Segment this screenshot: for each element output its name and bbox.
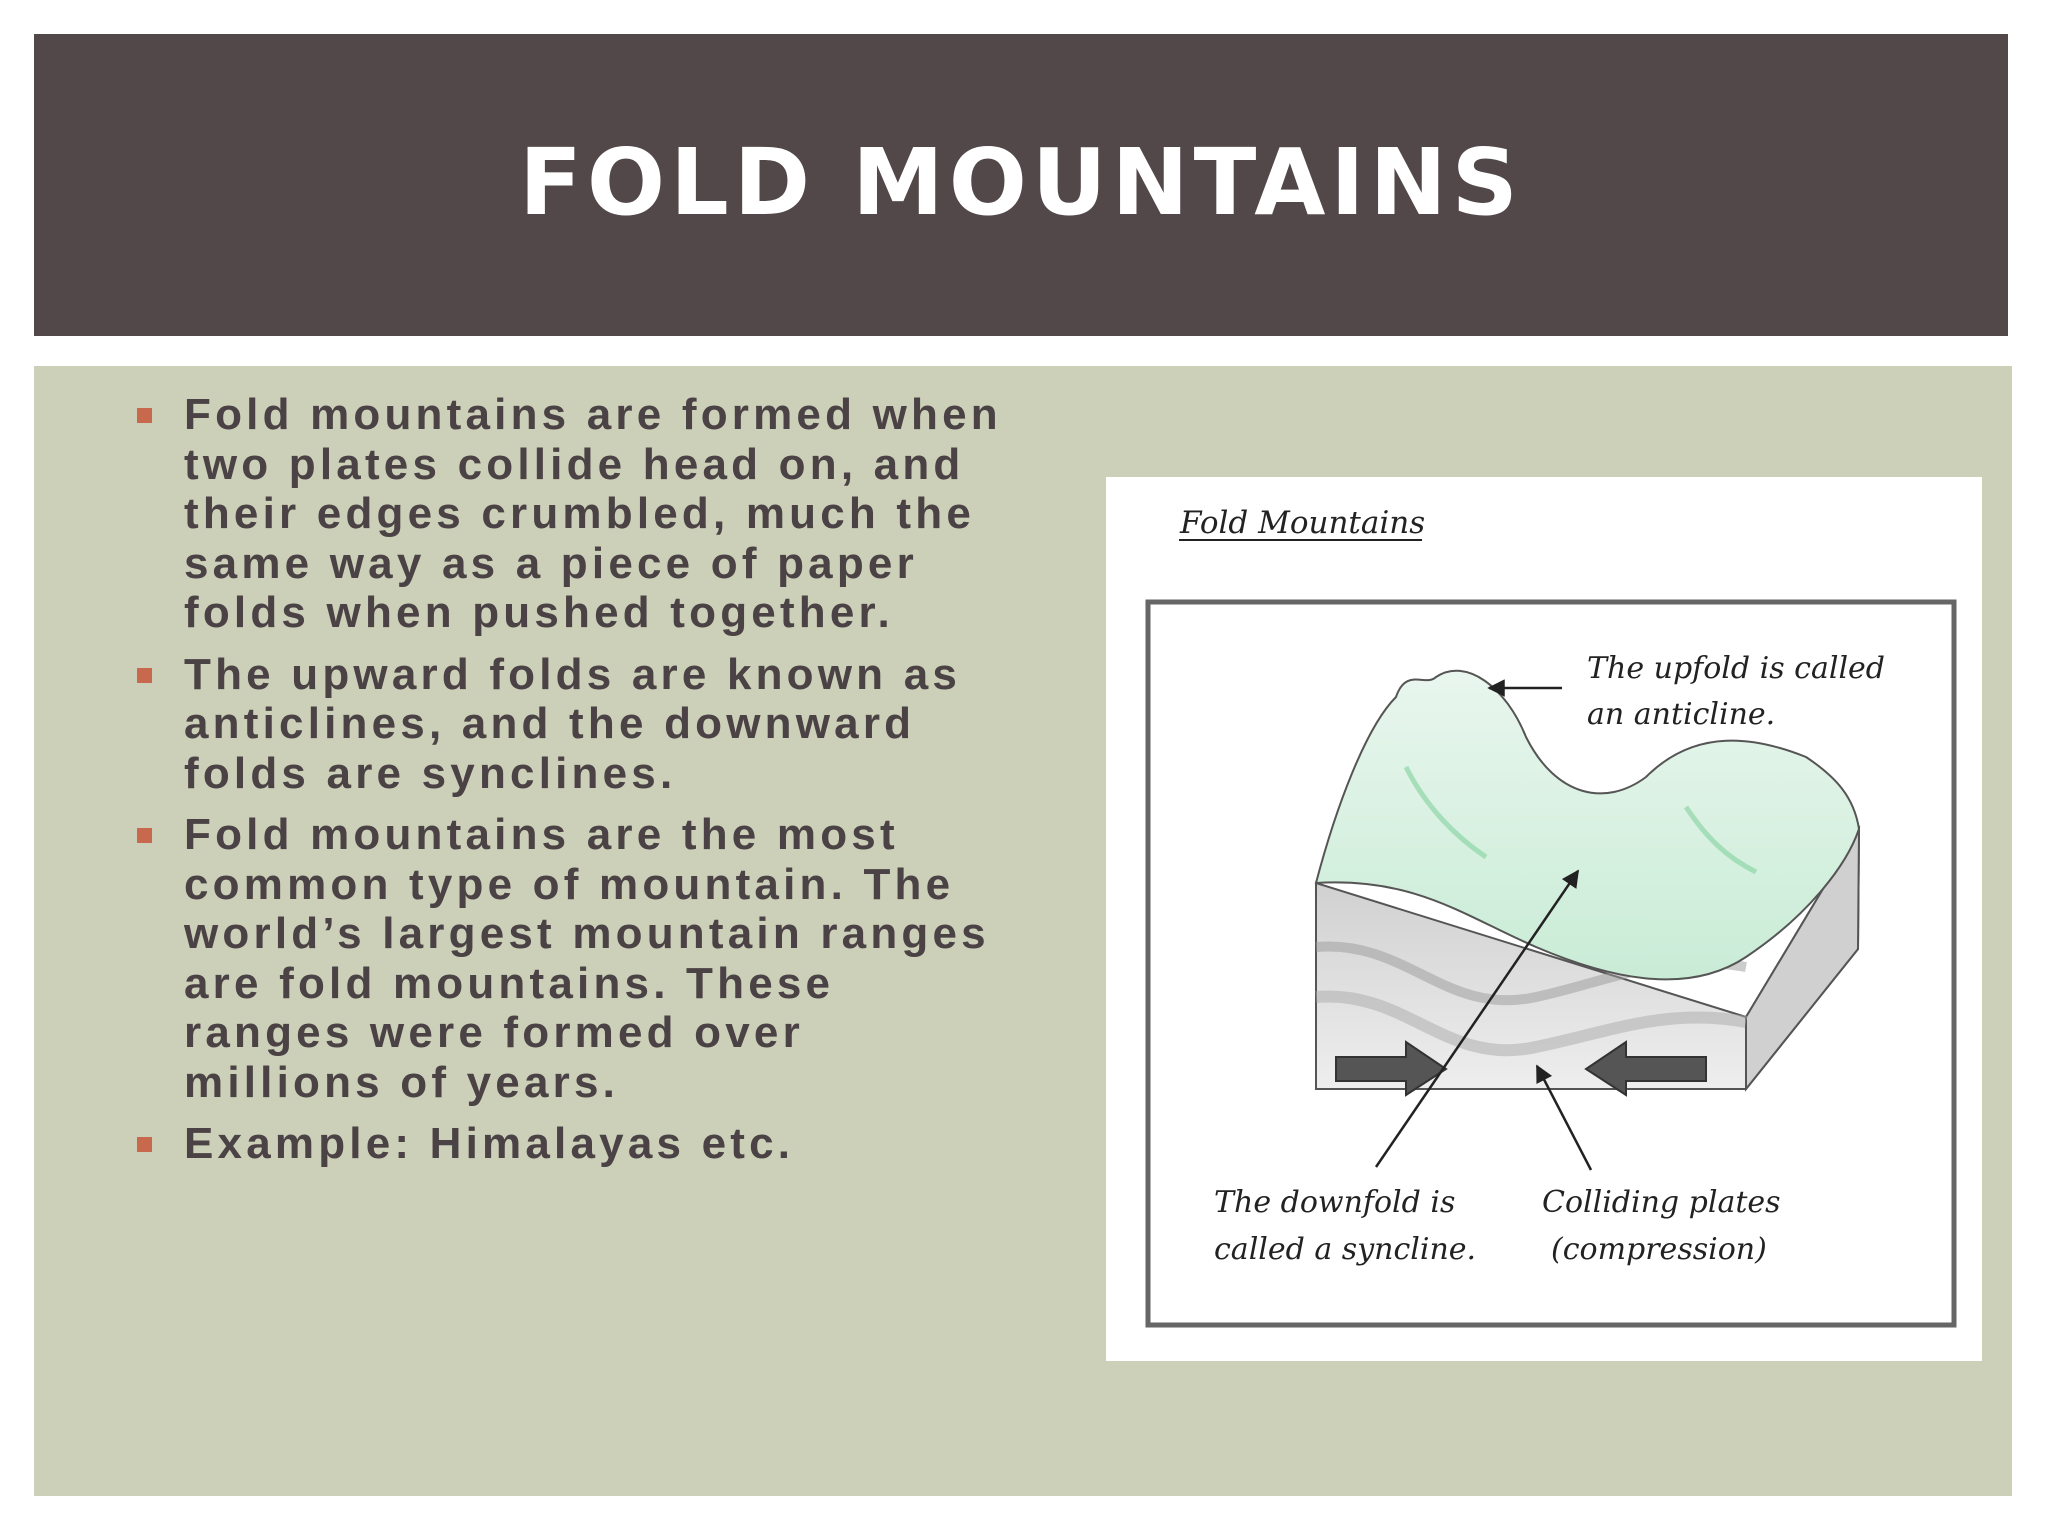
syncline-label: The downfold is called a syncline. <box>1214 1185 1477 1267</box>
bullet-text: The upward folds are known as anticlines, and the downward folds are synclines. <box>184 649 962 798</box>
bullet-square-icon <box>137 1137 152 1152</box>
slide-title: FOLD MOUNTAINS <box>519 128 1523 236</box>
bullet-item <box>134 390 1014 638</box>
bullet-list <box>134 390 1014 1181</box>
plates-label: Colliding plates (compression) <box>1542 1185 1781 1267</box>
bullet-item <box>134 650 1014 799</box>
bullet-text: Example: Himalayas etc. <box>184 1119 795 1168</box>
bullet-square-icon <box>137 828 152 843</box>
title-bar <box>34 34 2008 336</box>
diagram-svg <box>1106 477 1982 1361</box>
bullet-square-icon <box>137 408 152 423</box>
diagram-heading: Fold Mountains <box>1180 505 1426 541</box>
bullet-text: Fold mountains are formed when two plates collide head on, and their edges crumbled, much the same way as a piece of paper folds when pushed together. <box>184 390 1002 637</box>
bullet-square-icon <box>137 668 152 683</box>
anticline-label: The upfold is called an anticline. <box>1587 651 1886 732</box>
bullet-item <box>134 810 1014 1107</box>
bullet-text: Fold mountains are the most common type of mountain. The world’s largest mountain ranges are fold mountains. These ranges were formed over millions of years. <box>184 810 990 1107</box>
fold-mountains-diagram <box>1106 477 1982 1361</box>
bullet-item <box>134 1119 1014 1169</box>
